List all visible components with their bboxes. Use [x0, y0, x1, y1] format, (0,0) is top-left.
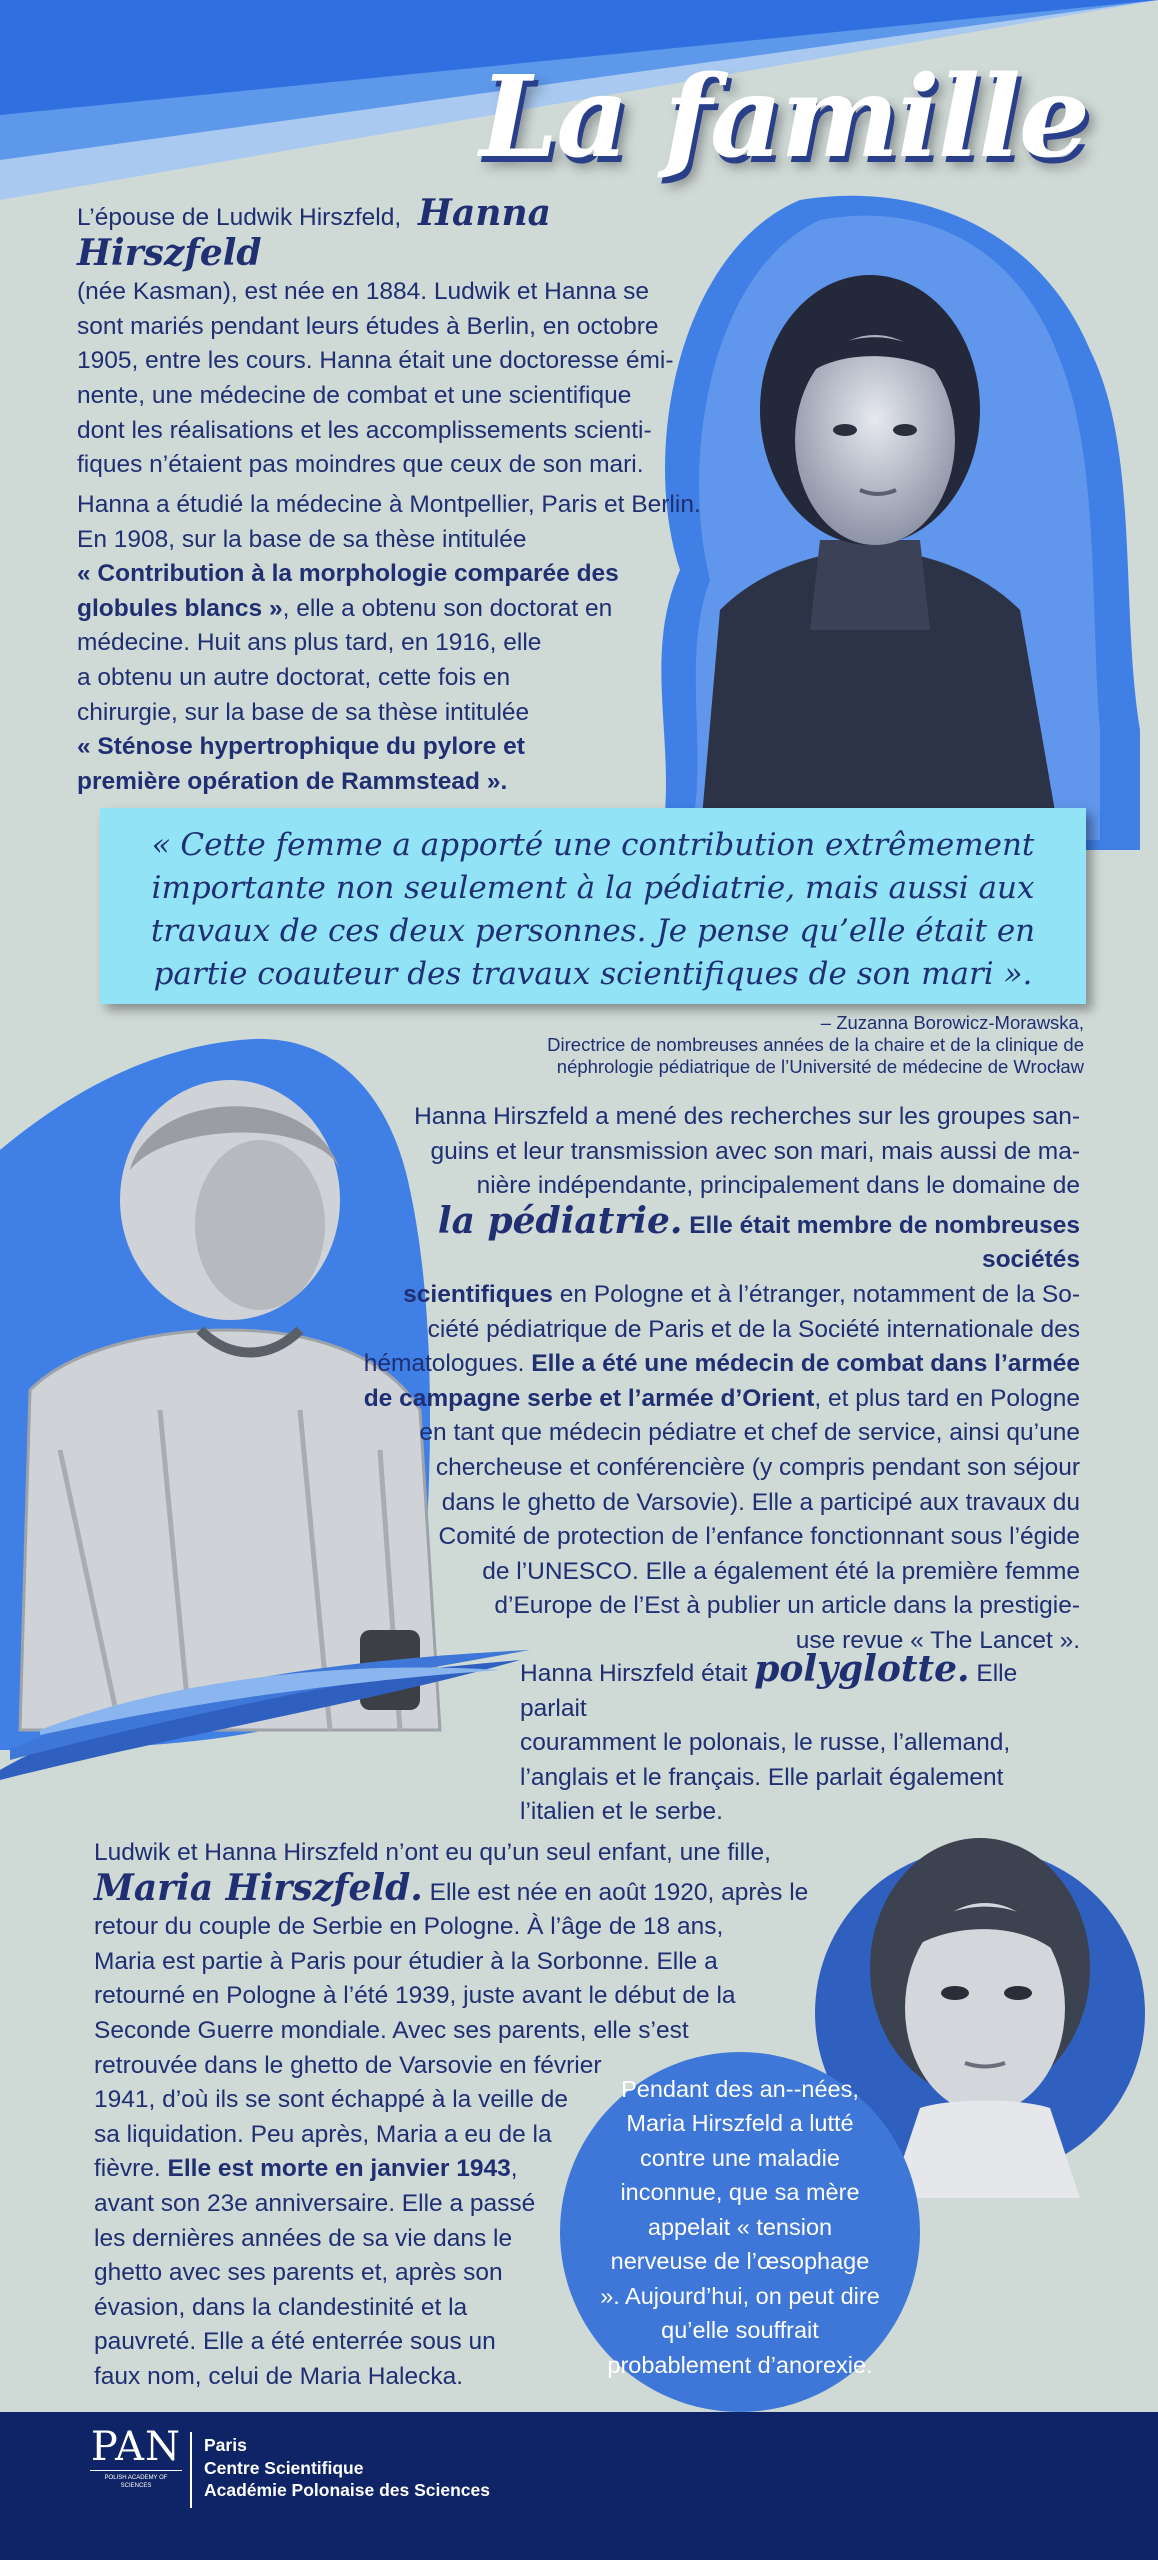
edu-line-4 — [77, 592, 717, 627]
intro-line-6: dont les réalisations et les accomplissements scienti- — [77, 416, 652, 444]
intro-line-3: sont mariés pendant leurs études à Berlin, en octobre — [77, 312, 659, 340]
bold-membre: Elle était membre de nombreuses sociétés — [682, 1211, 1080, 1274]
pan-logo — [90, 2424, 182, 2500]
quote-attribution — [547, 1012, 1084, 1078]
attribution-role-1: Directrice de nombreuses années de la chaire et de la clinique de — [547, 1034, 1084, 1055]
daughter-line-4: Maria est partie à Paris pour étudier à la Sorbonne. Elle a — [94, 1947, 718, 1975]
footer-line-2: Centre Scientifique — [204, 2457, 364, 2478]
languages-pre: Hanna Hirszfeld était — [520, 1660, 755, 1687]
pan-logo-text: PAN — [90, 2424, 182, 2470]
footer-line-1: Paris — [204, 2435, 247, 2455]
edu-line-1: Hanna a étudié la médecine à Montpellier, Paris et Berlin. — [77, 491, 701, 518]
highlight-polyglotte: polyglotte. — [754, 1648, 970, 1690]
edu-line-3 — [77, 557, 717, 592]
intro-line-7: fiques n’étaient pas moindres que ceux de son mari. — [77, 451, 644, 479]
bold-combat-2: de campagne serbe et l’armée d’Orient — [363, 1384, 815, 1412]
daughter-line-2-rest: Elle est née en août 1920, après le — [422, 1878, 809, 1906]
research-line-5-rest: en Pologne et à l’étranger, notamment de la So- — [552, 1280, 1080, 1308]
quote-box — [100, 808, 1086, 1004]
intro-line-4: 1905, entre les cours. Hanna était une doctoresse émi- — [77, 347, 674, 375]
research-line-3: nière indépendante, principalement dans le domaine de — [476, 1172, 1080, 1200]
daughter-line-10-a: fièvre. — [94, 2155, 168, 2183]
edu-line-7: chirurgie, sur la base de sa thèse intitulée — [77, 698, 530, 726]
daughter-line-8: 1941, d’où ils se sont échappé à la veille de — [94, 2086, 568, 2114]
research-line-13: de l’UNESCO. Elle a également été la première femme — [482, 1557, 1080, 1585]
research-line-6: ciété pédiatrique de Paris et de la Société internationale des — [427, 1315, 1080, 1343]
daughter-line-9: sa liquidation. Peu après, Maria a eu de la — [94, 2120, 552, 2148]
illness-note-text: Pendant des an--nées, Maria Hirszfeld a lutté contre une maladie inconnue, que sa mère appelait « tension nerveuse de l’œsophage ». Aujourd’hui, on peut dire qu’elle souffrait probablement d’anorexie. — [600, 2075, 880, 2378]
intro-line-5: nente, une médecine de combat et une scientifique — [77, 381, 632, 409]
research-line-8 — [350, 1382, 1080, 1417]
research-line-8-rest: , et plus tard en Pologne — [814, 1384, 1080, 1412]
research-line-1: Hanna Hirszfeld a mené des recherches sur les groupes san- — [414, 1103, 1080, 1130]
daughter-line-11: avant son 23e anniversaire. Elle a passé — [94, 2189, 536, 2217]
quote-text: « Cette femme a apporté une contribution extrêmement importante non seulement à la pédiatrie, mais aussi aux travaux de ces deux personnes. Je pense qu’elle était en partie coauteur des travaux scientifiques de son mari ». — [150, 827, 1036, 992]
intro-text: L’épouse de Ludwik Hirszfeld, — [77, 204, 402, 231]
bold-died: Elle est morte en janvier 1943 — [167, 2155, 511, 2183]
edu-line-8 — [77, 730, 717, 765]
research-line-14: d’Europe de l’Est à publier un article dans la prestigie- — [494, 1592, 1080, 1620]
daughter-line-1: Ludwik et Hanna Hirszfeld n’ont eu qu’un seul enfant, une fille, — [94, 1839, 771, 1866]
highlight-maria-name: Maria Hirszfeld. — [94, 1866, 423, 1909]
daughter-line-3: retour du couple de Serbie en Pologne. À l’âge de 18 ans, — [94, 1913, 724, 1941]
daughter-line-6: Seconde Guerre mondiale. Avec ses parents, elle s’est — [94, 2016, 689, 2044]
research-line-9: en tant que médecin pédiatre et chef de service, ainsi qu’une — [419, 1419, 1080, 1447]
highlight-pediatrie: la pédiatrie. — [437, 1199, 683, 1242]
attribution-role-2: néphrologie pédiatrique de l’Université de médecine de Wrocław — [556, 1056, 1084, 1077]
research-line-2: guins et leur transmission avec son mari, mais aussi de ma- — [430, 1137, 1080, 1165]
thesis-1-title-a: « Contribution à la morphologie comparée des — [77, 560, 619, 588]
thesis-1-title-b: globules blancs » — [77, 594, 283, 622]
edu-line-4-rest: , elle a obtenu son doctorat en — [282, 594, 613, 622]
thesis-2-title-b: première opération de Rammstead ». — [77, 767, 508, 795]
intro-line-2: (née Kasman), est née en 1884. Ludwik et Hanna se — [77, 278, 650, 306]
research-line-12: Comité de protection de l’enfance fonctionnant sous l’égide — [438, 1523, 1080, 1551]
research-line-7 — [350, 1347, 1080, 1382]
research-line-11: dans le ghetto de Varsovie). Elle a participé aux travaux du — [441, 1488, 1080, 1516]
languages-paragraph — [520, 1648, 1084, 1830]
daughter-line-16: faux nom, celui de Maria Halecka. — [94, 2362, 464, 2390]
daughter-line-14: évasion, dans la clandestinité et la — [94, 2293, 468, 2321]
languages-line-3: l’anglais et le français. Elle parlait également — [520, 1763, 1004, 1791]
daughter-line-15: pauvreté. Elle a été enterrée sous un — [94, 2328, 496, 2356]
research-line-5 — [350, 1278, 1080, 1313]
daughter-line-7: retrouvée dans le ghetto de Varsovie en février — [94, 2051, 602, 2079]
daughter-line-2 — [94, 1866, 854, 1911]
intro-paragraph — [77, 192, 717, 483]
decorative-waves — [0, 1640, 540, 1780]
intro-line-1 — [77, 192, 717, 275]
research-line-15: use revue « The Lancet ». — [795, 1626, 1080, 1654]
footer-line-3: Académie Polonaise des Sciences — [204, 2480, 490, 2500]
footer-divider — [190, 2432, 192, 2508]
research-line-7-a: hématologues. — [363, 1350, 532, 1378]
edu-line-2: En 1908, sur la base de sa thèse intitulée — [77, 525, 527, 553]
illness-note-circle — [560, 2052, 920, 2412]
attribution-author: – Zuzanna Borowicz-Morawska, — [820, 1012, 1084, 1033]
daughter-line-12: les dernières années de sa vie dans le — [94, 2224, 513, 2252]
footer-institution — [204, 2434, 490, 2502]
research-line-4 — [350, 1199, 1080, 1278]
edu-line-6: a obtenu un autre doctorat, cette fois en — [77, 663, 511, 691]
daughter-line-5: retourné en Pologne à l’été 1939, juste avant le début de la — [94, 1982, 736, 2010]
languages-line-1-rest: Elle parlait — [520, 1660, 1018, 1722]
highlight-hanna-name: Hanna Hirszfeld — [77, 192, 551, 274]
education-paragraph — [77, 488, 717, 799]
languages-line-1 — [520, 1648, 1084, 1726]
edu-line-9 — [77, 765, 717, 800]
languages-line-2: couramment le polonais, le russe, l’allemand, — [520, 1729, 1011, 1757]
languages-line-4: l’italien et le serbe. — [520, 1798, 723, 1826]
page-title: La famille — [479, 52, 1088, 183]
bold-scientifiques: scientifiques — [403, 1280, 553, 1308]
research-line-10: chercheuse et conférencière (y compris pendant son séjour — [435, 1453, 1080, 1481]
bold-combat-1: Elle a été une médecin de combat dans l’armée — [531, 1350, 1080, 1378]
daughter-line-10-rest: , — [510, 2155, 518, 2183]
edu-line-5: médecine. Huit ans plus tard, en 1916, elle — [77, 629, 542, 657]
research-paragraph — [350, 1100, 1080, 1659]
pan-logo-subtext: POLISH ACADEMY OF SCIENCES — [90, 2470, 182, 2490]
thesis-2-title-a: « Sténose hypertrophique du pylore et — [77, 733, 525, 761]
daughter-line-13: ghetto avec ses parents et, après son — [94, 2259, 503, 2287]
